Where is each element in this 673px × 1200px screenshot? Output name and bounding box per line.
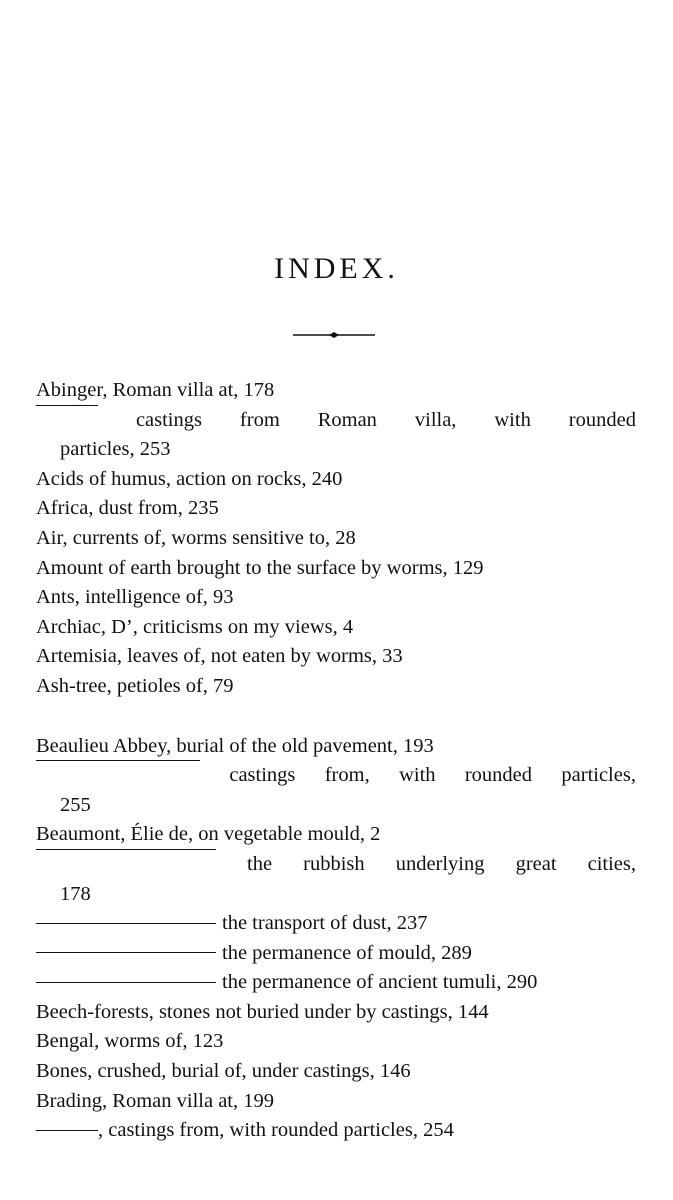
ditto-dash xyxy=(36,405,98,435)
index-entry xyxy=(36,761,636,791)
entry-word: castings xyxy=(229,764,296,787)
entry-word: rounded xyxy=(464,764,533,787)
entry-word: rounded xyxy=(568,408,636,431)
entry-word: underlying xyxy=(395,852,485,875)
ditto-dash xyxy=(36,1130,98,1131)
title-rule-ornament xyxy=(293,330,375,340)
index-entry: Ash-tree, petioles of, 79 xyxy=(36,674,234,697)
entry-text: , castings from, with rounded particles, 254 xyxy=(98,1119,454,1142)
entry-word: the xyxy=(247,852,273,875)
index-entry: Artemisia, leaves of, not eaten by worms, 33 xyxy=(36,645,403,668)
ditto-dash xyxy=(36,760,200,790)
index-entry-continuation: particles, 253 xyxy=(60,438,171,461)
entry-word: with xyxy=(399,764,436,787)
index-entry: Air, currents of, worms sensitive to, 28 xyxy=(36,526,356,549)
index-entry xyxy=(36,406,636,436)
index-entry: Archiac, D’, criticisms on my views, 4 xyxy=(36,615,354,638)
entry-word: with xyxy=(494,408,531,431)
entry-word: castings xyxy=(135,408,202,431)
index-entry-continuation: 178 xyxy=(60,882,91,905)
entry-word: particles, xyxy=(561,764,636,787)
ditto-dash xyxy=(36,952,216,953)
entry-text: the transport of dust, 237 xyxy=(222,912,428,935)
index-entry xyxy=(36,939,636,969)
section-gap xyxy=(36,702,636,732)
index-entry: Abinger, Roman villa at, 178 xyxy=(36,379,275,401)
index-entry xyxy=(36,1116,636,1146)
entry-word: villa, xyxy=(414,408,457,431)
index-entry: Africa, dust from, 235 xyxy=(36,497,219,520)
entry-word: from xyxy=(239,408,280,431)
entry-text: the permanence of mould, 289 xyxy=(222,941,472,964)
ditto-dash xyxy=(36,923,216,924)
entry-word: cities, xyxy=(587,852,636,875)
entry-text: the permanence of ancient tumuli, 290 xyxy=(222,971,538,994)
entry-word: from, xyxy=(324,764,370,787)
entry-word: rubbish xyxy=(303,852,365,875)
index-entry xyxy=(36,968,636,998)
page-title: INDEX. xyxy=(274,252,399,285)
index-entry-continuation: 255 xyxy=(60,793,91,816)
index-entry: Amount of earth brought to the surface by worms, 129 xyxy=(36,556,484,579)
index-entry: Brading, Roman villa at, 199 xyxy=(36,1089,274,1112)
index-entries xyxy=(36,376,636,1146)
index-entry: Acids of humus, action on rocks, 240 xyxy=(36,467,343,490)
index-entry: Beech-forests, stones not buried under by castings, 144 xyxy=(36,1000,489,1023)
index-entry xyxy=(36,850,636,880)
entry-word: Roman xyxy=(317,408,377,431)
index-entry: Bengal, worms of, 123 xyxy=(36,1030,224,1053)
index-entry: Beaulieu Abbey, burial of the old pavement, 193 xyxy=(36,734,434,757)
index-entry: Bones, crushed, burial of, under castings, 146 xyxy=(36,1060,411,1083)
ditto-dash xyxy=(36,849,216,879)
ditto-dash xyxy=(36,982,216,983)
entry-word: great xyxy=(515,852,557,875)
index-entry xyxy=(36,909,636,939)
index-entry: Ants, intelligence of, 93 xyxy=(36,586,234,609)
index-entry: Beaumont, Élie de, on vegetable mould, 2 xyxy=(36,823,381,846)
